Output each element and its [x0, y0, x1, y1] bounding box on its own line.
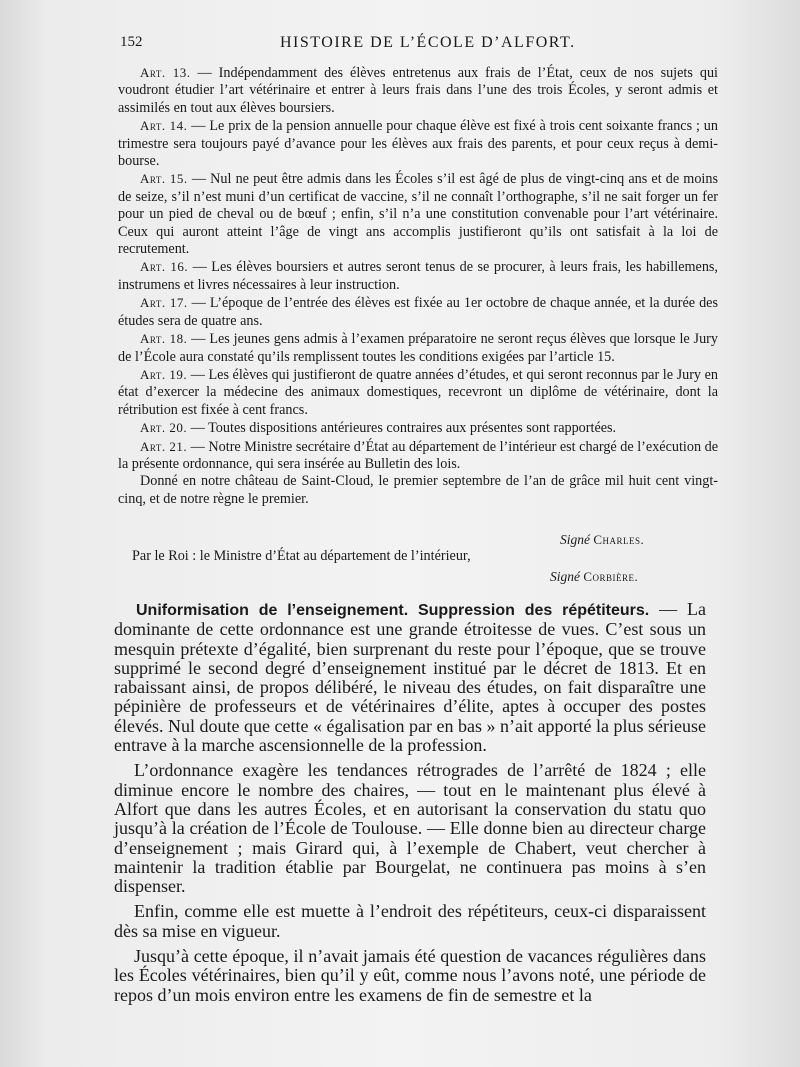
signature-name: Corbière. [583, 569, 639, 584]
article-19 [118, 366, 718, 419]
closing-statement: Donné en notre château de Saint-Cloud, le premier septembre de l’an de grâce mil huit cent vingt-cinq, et de notre règne le premier. [118, 473, 718, 507]
article-text: — Indépendamment des élèves entretenus aux frais de l’État, ceux de nos sujets qui voudront étudier l’art vétérinaire et entrer à leurs frais dans l’une des trois Écoles, y seront admis et assimilés en tout aux élèves boursiers. [118, 65, 718, 116]
signature-corbiere [550, 569, 638, 585]
article-label: Art. 17. [140, 295, 188, 311]
signature-prefix: Signé [550, 569, 580, 584]
paragraph-text: — La dominante de cette ordonnance est une grande étroitesse de vues. C’est sous un mesquin prétexte d’égalité, bien surprenant du reste pour l’époque, que se trouve supprimé le second degré d’enseignement institué par le décret de 1813. Et en rabaissant ainsi, de propos délibéré, le niveau des études, on fait disparaître une pépinière de professeurs et de vétérinaires d’élite, aptes à occuper des postes élevés. Nul doute que cette « égalisation par en bas » n’ait apporté la plus sérieuse entrave à la marche ascensionnelle de la profession. [114, 599, 707, 756]
section-paragraph-2: L’ordonnance exagère les tendances rétrogrades de l’arrêté de 1824 ; elle diminue encore le nombre des chaires, — tout en le maintenant plus élevé à Alfort que dans les autres Écoles, et en autorisant la conservation du statu quo jusqu’à la création de l’École de Toulouse. — Elle donne bien au directeur charge d’enseignement ; mais Girard qui, à l’exemple de Chabert, veut chercher à maintenir la tradition établie par Bourgelat, ne continuera pas moins à s’en dispenser. [114, 760, 706, 897]
article-label: Art. 21. [140, 438, 188, 454]
article-label: Art. 19. [140, 366, 188, 382]
signature-prefix: Signé [560, 532, 590, 547]
main-text [114, 600, 706, 1011]
par-le-roi-line: Par le Roi : le Ministre d’État au département de l’intérieur, [132, 548, 471, 564]
article-text: — Les jeunes gens admis à l’examen préparatoire ne seront reçus élèves que lorsque le Jury de l’École aura constaté qu’ils remplissent toutes les conditions exigées par l’article 15. [118, 331, 718, 365]
article-text: — Les élèves boursiers et autres seront tenus de se procurer, à leurs frais, les habillemens, instrumens et livres nécessaires à leur instruction. [118, 259, 718, 293]
article-13 [118, 64, 718, 117]
article-18 [118, 330, 718, 366]
article-label: Art. 13. [140, 65, 191, 80]
page-number: 152 [120, 34, 143, 50]
article-label: Art. 15. [140, 171, 188, 187]
ordinance-articles [118, 64, 718, 508]
article-text: — Nul ne peut être admis dans les Écoles s’il est âgé de plus de vingt-cinq ans et de moins de seize, s’il n’est muni d’un certificat de vaccine, s’il ne connaît l’orthographe, s’il ne sait forger un fer pour un pied de cheval ou de bœuf ; enfin, s’il n’a une constitution convenable pour l’art vétérinaire. Ceux qui auront atteint l’âge de vingt ans accomplis justifieront qu’ils ont satisfait à la loi de recrutement. [118, 171, 718, 258]
article-15 [118, 170, 718, 258]
article-17 [118, 294, 718, 330]
article-20 [118, 419, 718, 437]
article-text: — Notre Ministre secrétaire d’État au département de l’intérieur est chargé de l’exécution de la présente ordonnance, qui sera insérée au Bulletin des lois. [118, 438, 718, 472]
section-paragraph-3: Enfin, comme elle est muette à l’endroit des répétiteurs, ceux-ci disparaissent dès sa mise en vigueur. [114, 901, 706, 941]
article-text: — Les élèves qui justifieront de quatre années d’études, et qui seront reconnus par le Jury en état d’exercer la médecine des animaux domestiques, recevront un diplôme de vétérinaire, dont la rétribution est fixée à cent francs. [118, 366, 718, 418]
running-title: HISTOIRE DE L’ÉCOLE D’ALFORT. [280, 34, 576, 51]
section-paragraph-1 [114, 600, 706, 755]
article-label: Art. 20. [140, 420, 188, 436]
article-text: — Toutes dispositions antérieures contraires aux présentes sont rapportées. [187, 420, 617, 437]
section-heading: Uniformisation de l’enseignement. Suppression des répétiteurs. [136, 602, 650, 619]
signature-name: Charles. [593, 532, 645, 547]
signature-charles [560, 532, 644, 548]
article-text: — L’époque de l’entrée des élèves est fixée au 1er octobre de chaque année, et la durée des études sera de quatre ans. [118, 295, 718, 329]
article-21 [118, 438, 718, 474]
article-16 [118, 258, 718, 294]
article-label: Art. 14. [140, 118, 188, 134]
section-paragraph-4: Jusqu’à cette époque, il n’avait jamais été question de vacances régulières dans les Écoles vétérinaires, bien qu’il y eût, comme nous l’avons noté, une période de repos d’un mois environ entre les examens de fin de semestre et la [114, 946, 706, 1005]
article-text: — Le prix de la pension annuelle pour chaque élève est fixé à trois cent soixante francs ; un trimestre sera toujours payé d’avance pour les élèves aux frais des parents, et pour ceux reçus à demi-bourse. [118, 118, 718, 170]
article-14 [118, 117, 718, 170]
article-label: Art. 18. [140, 331, 188, 347]
article-label: Art. 16. [140, 259, 189, 275]
